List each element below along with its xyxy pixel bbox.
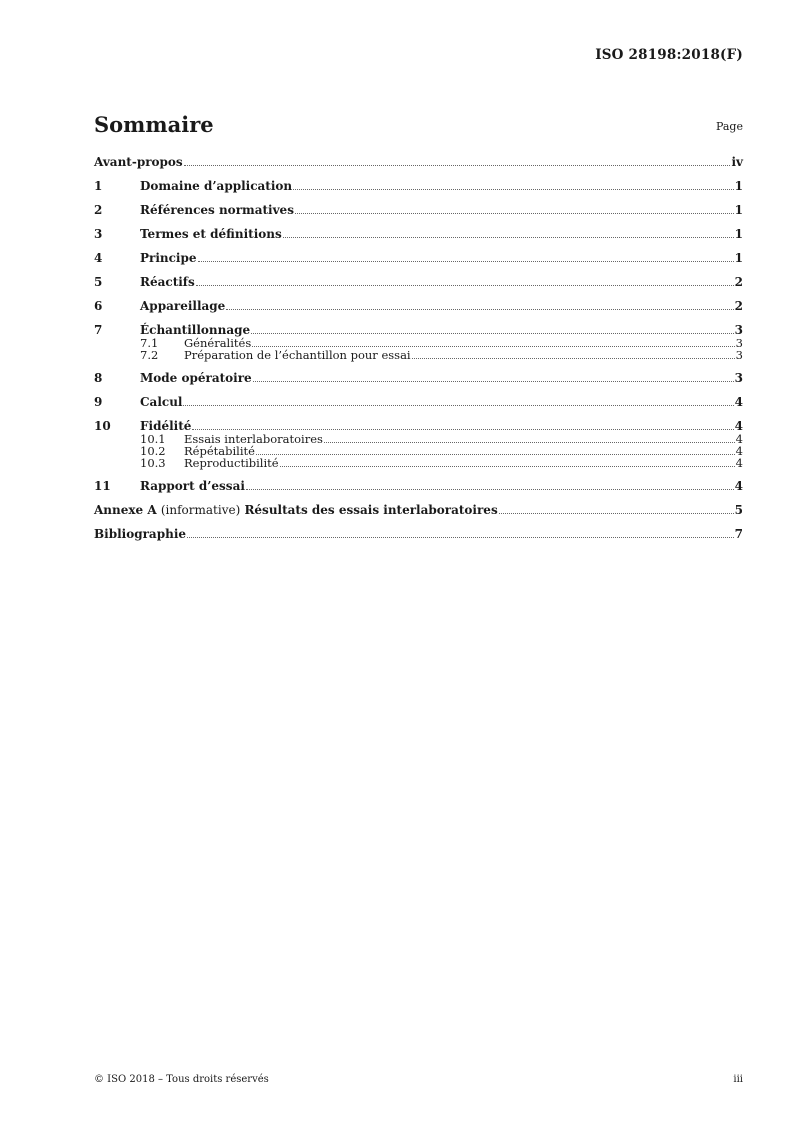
toc-entry-label[interactable]: Appareillage: [140, 299, 226, 313]
toc-entry-number: 3: [94, 227, 103, 241]
toc-leader-dots: [246, 489, 734, 490]
toc-annex-page: 5: [734, 503, 743, 517]
toc-subentry-number: 10.3: [140, 456, 166, 470]
toc-subentry-label[interactable]: Reproductibilité: [184, 456, 279, 470]
annex-title: Résultats des essais interlaboratoires: [244, 503, 498, 517]
toc-entry-number: 10: [94, 419, 111, 433]
toc-leader-dots: [324, 442, 735, 443]
copyright-notice: © ISO 2018 – Tous droits réservés: [94, 1074, 269, 1085]
toc-subentry-label[interactable]: Généralités: [184, 336, 252, 350]
toc-bibliography-entry[interactable]: [94, 526, 743, 542]
toc-bibliography-page: 7: [734, 527, 743, 541]
toc-entry-number: 11: [94, 479, 111, 493]
toc-entry-page: 4: [734, 479, 743, 493]
toc-entry-label[interactable]: Réactifs: [140, 275, 195, 289]
toc-entry-label[interactable]: Calcul: [140, 395, 183, 409]
toc-entry-number: 2: [94, 203, 103, 217]
toc-entry-number: 8: [94, 371, 103, 385]
toc-subentry-page: 3: [735, 348, 743, 362]
page-column-label: Page: [715, 120, 743, 133]
footer-page-number: iii: [733, 1074, 743, 1085]
toc-leader-dots: [183, 405, 733, 406]
toc-entry[interactable]: [94, 250, 743, 266]
toc-entry[interactable]: [94, 298, 743, 314]
toc-entry-label[interactable]: Principe: [140, 251, 197, 265]
toc-entry-page: 1: [734, 227, 743, 241]
toc-leader-dots: [283, 237, 734, 238]
table-of-contents: [94, 154, 743, 542]
toc-subentry-number: 10.1: [140, 432, 166, 446]
toc-entry-page: 1: [734, 179, 743, 193]
toc-entry-label[interactable]: Échantillonnage: [140, 323, 251, 337]
toc-leader-dots: [198, 261, 734, 262]
toc-entry-number: 5: [94, 275, 103, 289]
toc-entry-label[interactable]: Fidélité: [140, 419, 192, 433]
toc-entry-page: 1: [734, 251, 743, 265]
toc-leader-dots: [226, 309, 733, 310]
toc-leader-dots: [499, 513, 734, 514]
toc-subentry-label[interactable]: Répétabilité: [184, 444, 255, 458]
toc-subentry-number: 10.2: [140, 444, 166, 458]
toc-entry[interactable]: [94, 370, 743, 386]
toc-bibliography-label[interactable]: Bibliographie: [94, 527, 187, 541]
toc-leader-dots: [184, 165, 731, 166]
toc-entry[interactable]: [94, 394, 743, 410]
toc-entry[interactable]: [94, 202, 743, 218]
page-title: Sommaire: [94, 112, 214, 137]
annex-prefix: Annexe A: [94, 503, 157, 517]
toc-entry-label[interactable]: Rapport d’essai: [140, 479, 245, 493]
toc-leader-dots: [256, 454, 735, 455]
toc-leader-dots: [412, 358, 735, 359]
toc-leader-dots: [252, 346, 734, 347]
toc-entry-label[interactable]: Références normatives: [140, 203, 294, 217]
document-reference: ISO 28198:2018(F): [595, 47, 743, 63]
toc-entry-number: 9: [94, 395, 103, 409]
toc-leader-dots: [196, 285, 734, 286]
toc-entry-number: 4: [94, 251, 103, 265]
toc-entry-number: 7: [94, 323, 103, 337]
toc-entry-label[interactable]: Mode opératoire: [140, 371, 252, 385]
toc-entry-number: 1: [94, 179, 103, 193]
toc-entry[interactable]: [94, 178, 743, 194]
annex-qualifier: (informative): [160, 503, 241, 517]
toc-leader-dots: [293, 189, 734, 190]
toc-entry-page: 3: [734, 371, 743, 385]
toc-entry-label[interactable]: Avant-propos: [94, 155, 183, 169]
toc-leader-dots: [187, 537, 734, 538]
toc-subentry-page: 4: [735, 456, 743, 470]
toc-entry-page: 2: [734, 299, 743, 313]
toc-entry-number: 6: [94, 299, 103, 313]
toc-subentry-number: 7.2: [140, 348, 159, 362]
toc-entry-label[interactable]: Domaine d’application: [140, 179, 293, 193]
toc-subentry-label[interactable]: Préparation de l’échantillon pour essai: [184, 348, 411, 362]
toc-entry[interactable]: [94, 478, 743, 494]
toc-subentry-page: 4: [735, 444, 743, 458]
toc-entry-page: 3: [734, 323, 743, 337]
toc-leader-dots: [295, 213, 734, 214]
toc-entry-page: 4: [734, 395, 743, 409]
toc-leader-dots: [253, 381, 734, 382]
toc-leader-dots: [280, 466, 735, 467]
toc-subentry-page: 3: [735, 336, 743, 350]
toc-annex-entry[interactable]: [94, 502, 743, 518]
toc-entry[interactable]: [94, 154, 743, 170]
toc-subentry[interactable]: [94, 458, 743, 470]
toc-subentry-number: 7.1: [140, 336, 159, 350]
toc-subentry-page: 4: [735, 432, 743, 446]
toc-entry[interactable]: [94, 226, 743, 242]
toc-entry-page: 2: [734, 275, 743, 289]
toc-subentry-label[interactable]: Essais interlaboratoires: [184, 432, 323, 446]
toc-entry-page: 4: [734, 419, 743, 433]
toc-entry-page: iv: [731, 155, 743, 169]
toc-entry-page: 1: [734, 203, 743, 217]
toc-entry-label[interactable]: Termes et définitions: [140, 227, 282, 241]
toc-subentry[interactable]: [94, 350, 743, 362]
toc-leader-dots: [251, 333, 733, 334]
toc-leader-dots: [192, 429, 733, 430]
toc-annex-label[interactable]: [94, 502, 498, 518]
toc-entry[interactable]: [94, 274, 743, 290]
